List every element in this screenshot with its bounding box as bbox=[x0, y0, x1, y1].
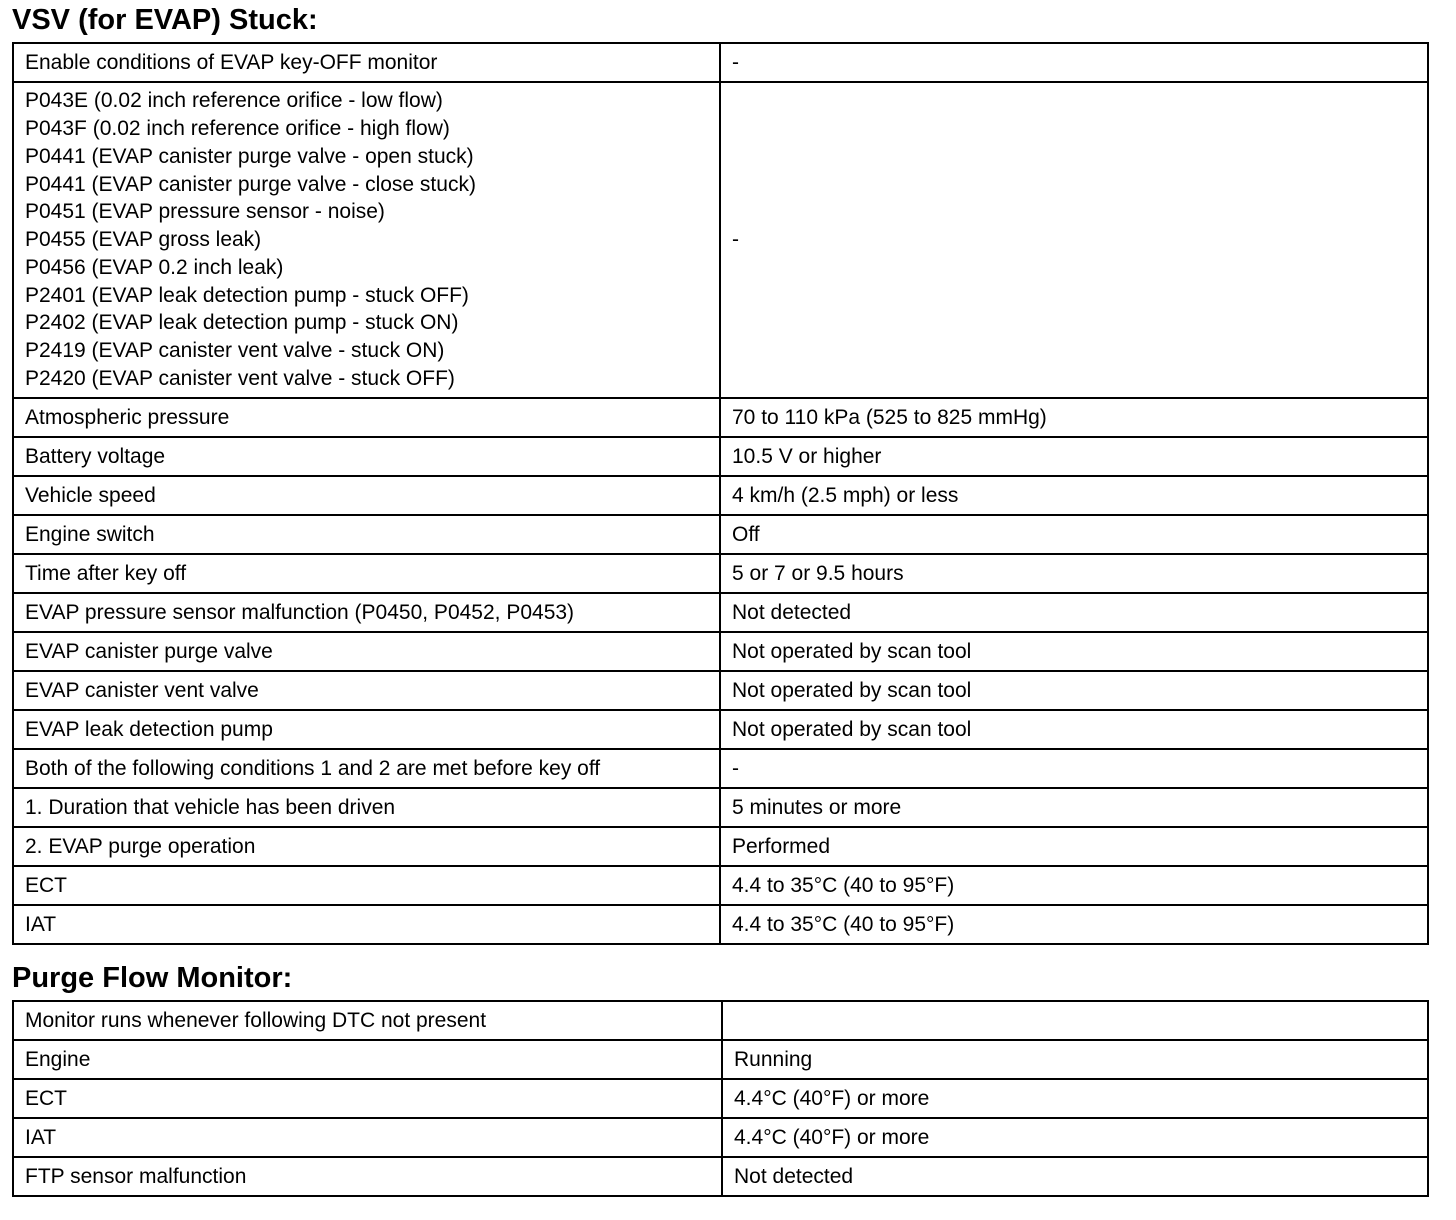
table-row bbox=[13, 827, 1428, 866]
table-row bbox=[13, 476, 1428, 515]
condition-value: Not operated by scan tool bbox=[720, 632, 1428, 671]
condition-value: - bbox=[720, 43, 1428, 82]
table-row bbox=[13, 905, 1428, 944]
condition-value: 5 or 7 or 9.5 hours bbox=[720, 554, 1428, 593]
dtc-code: P0451 (EVAP pressure sensor - noise) bbox=[25, 200, 385, 224]
condition-value: - bbox=[720, 82, 1428, 398]
condition-value: 4.4 to 35°C (40 to 95°F) bbox=[720, 866, 1428, 905]
condition-label: ECT bbox=[13, 1079, 722, 1118]
table-row bbox=[13, 710, 1428, 749]
condition-value: Running bbox=[722, 1040, 1428, 1079]
vsv-stuck-conditions-table bbox=[12, 42, 1429, 945]
dtc-code: P0456 (EVAP 0.2 inch leak) bbox=[25, 255, 284, 279]
condition-value: 10.5 V or higher bbox=[720, 437, 1428, 476]
table-row bbox=[13, 43, 1428, 82]
dtc-code-list bbox=[13, 82, 720, 398]
condition-label: Enable conditions of EVAP key-OFF monitor bbox=[13, 43, 720, 82]
condition-label: Battery voltage bbox=[13, 437, 720, 476]
dtc-code: P2419 (EVAP canister vent valve - stuck ON) bbox=[25, 339, 445, 363]
table-row bbox=[13, 554, 1428, 593]
dtc-code: P2402 (EVAP leak detection pump - stuck ON) bbox=[25, 311, 459, 335]
dtc-code: P0455 (EVAP gross leak) bbox=[25, 228, 262, 252]
table-row bbox=[13, 788, 1428, 827]
table-row bbox=[13, 749, 1428, 788]
dtc-code: P0441 (EVAP canister purge valve - close stuck) bbox=[25, 172, 476, 196]
table-row bbox=[13, 1079, 1428, 1118]
table-row bbox=[13, 437, 1428, 476]
table-row bbox=[13, 515, 1428, 554]
section-title-purge-flow: Purge Flow Monitor: bbox=[12, 962, 293, 994]
condition-value: Performed bbox=[720, 827, 1428, 866]
table-row bbox=[13, 593, 1428, 632]
section-title-vsv-stuck: VSV (for EVAP) Stuck: bbox=[12, 4, 318, 36]
condition-label: Monitor runs whenever following DTC not present bbox=[13, 1001, 722, 1040]
dtc-code: P043F (0.02 inch reference orifice - high flow) bbox=[25, 116, 450, 140]
condition-value: 4 km/h (2.5 mph) or less bbox=[720, 476, 1428, 515]
condition-label: IAT bbox=[13, 1118, 722, 1157]
condition-value: 5 minutes or more bbox=[720, 788, 1428, 827]
purge-flow-conditions-table bbox=[12, 1000, 1429, 1197]
condition-label: FTP sensor malfunction bbox=[13, 1157, 722, 1196]
condition-value: Not operated by scan tool bbox=[720, 710, 1428, 749]
condition-label: IAT bbox=[13, 905, 720, 944]
condition-label: EVAP canister purge valve bbox=[13, 632, 720, 671]
condition-value: Not detected bbox=[722, 1157, 1428, 1196]
condition-label: ECT bbox=[13, 866, 720, 905]
condition-label: EVAP canister vent valve bbox=[13, 671, 720, 710]
condition-value: 70 to 110 kPa (525 to 825 mmHg) bbox=[720, 398, 1428, 437]
condition-label: Atmospheric pressure bbox=[13, 398, 720, 437]
dtc-code: P2401 (EVAP leak detection pump - stuck OFF) bbox=[25, 283, 469, 307]
condition-label: 1. Duration that vehicle has been driven bbox=[13, 788, 720, 827]
table-row bbox=[13, 398, 1428, 437]
table-row bbox=[13, 1118, 1428, 1157]
table-row bbox=[13, 1040, 1428, 1079]
condition-label: 2. EVAP purge operation bbox=[13, 827, 720, 866]
table-row bbox=[13, 671, 1428, 710]
table-row bbox=[13, 1001, 1428, 1040]
condition-value: 4.4°C (40°F) or more bbox=[722, 1079, 1428, 1118]
condition-label: Vehicle speed bbox=[13, 476, 720, 515]
table-row bbox=[13, 632, 1428, 671]
condition-label: Time after key off bbox=[13, 554, 720, 593]
dtc-code: P2420 (EVAP canister vent valve - stuck OFF) bbox=[25, 367, 455, 391]
dtc-code: P043E (0.02 inch reference orifice - low flow) bbox=[25, 89, 443, 113]
condition-value: Off bbox=[720, 515, 1428, 554]
condition-value: - bbox=[720, 749, 1428, 788]
table-row bbox=[13, 1157, 1428, 1196]
condition-label: EVAP pressure sensor malfunction (P0450, P0452, P0453) bbox=[13, 593, 720, 632]
condition-value: 4.4°C (40°F) or more bbox=[722, 1118, 1428, 1157]
condition-value: Not detected bbox=[720, 593, 1428, 632]
dtc-code: P0441 (EVAP canister purge valve - open stuck) bbox=[25, 144, 474, 168]
condition-value bbox=[722, 1001, 1428, 1040]
condition-label: Engine switch bbox=[13, 515, 720, 554]
condition-value: Not operated by scan tool bbox=[720, 671, 1428, 710]
condition-label: Engine bbox=[13, 1040, 722, 1079]
condition-value: 4.4 to 35°C (40 to 95°F) bbox=[720, 905, 1428, 944]
condition-label: EVAP leak detection pump bbox=[13, 710, 720, 749]
condition-label: Both of the following conditions 1 and 2 are met before key off bbox=[13, 749, 720, 788]
table-row bbox=[13, 866, 1428, 905]
table-row-dtc-list bbox=[13, 82, 1428, 398]
